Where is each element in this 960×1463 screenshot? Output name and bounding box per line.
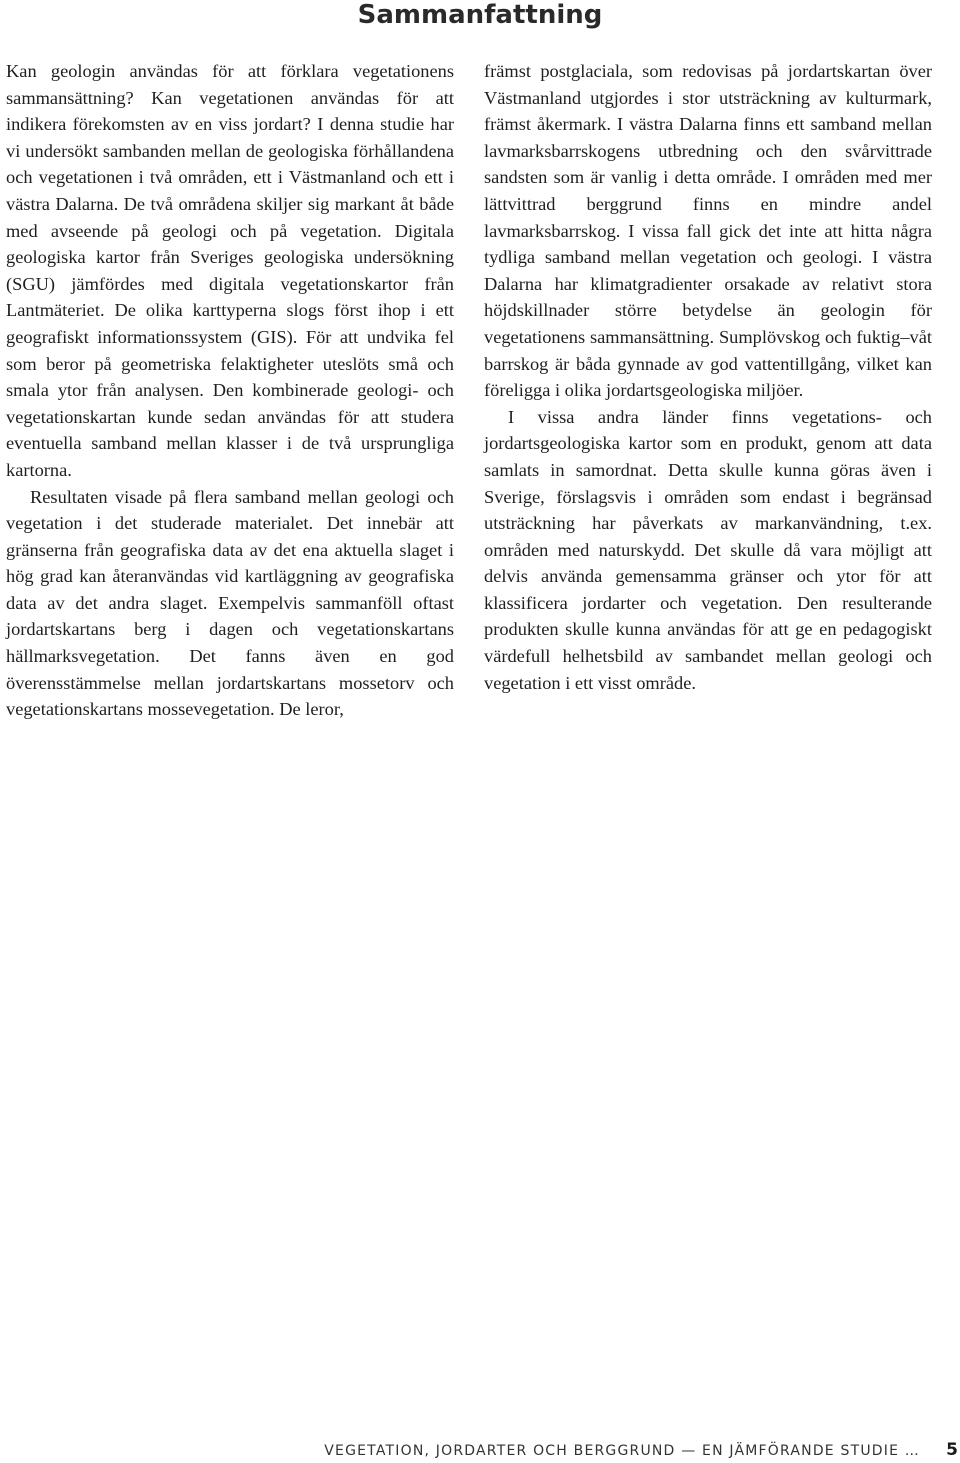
right-text-column bbox=[484, 58, 932, 696]
paragraph: Kan geologin användas för att förklara vegetationens sammansättning? Kan vegetationen användas för att indikera förekomsten av en viss jordart? I denna studie har vi undersökt sambanden mellan de geologiska förhållandena och vegetationen i två områden, ett i Västmanland och ett i västra Dalarna. De två områdena skiljer sig markant åt både med avseende på geologi och på vegetation. Digitala geologiska kartor från Sveriges geologiska undersökning (SGU) jämfördes med digitala vegetationskartor från Lantmäteriet. De olika karttyperna slogs först ihop i ett geografiskt informationssystem (GIS). För att undvika fel som beror på geometriska felaktigheter uteslöts små och smala ytor från analysen. Den kombinerade geologi- och vegetationskartan kunde sedan användas för att studera eventuella samband mellan klasser i de två ursprungliga kartorna. bbox=[6, 61, 454, 480]
page-footer bbox=[0, 1441, 960, 1463]
paragraph: främst postglaciala, som redovisas på jordartskartan över Västmanland utgjordes i stor utsträckning av kulturmark, främst åkermark. I västra Dalarna finns ett samband mellan lavmarksbarrskogens utbredning och den svårvittrade sandsten som är vanlig i detta område. I områden med mer lättvittrad berggrund finns en mindre andel lavmarksbarrskog. I vissa fall gick det inte att hitta några tydliga samband mellan vegetation och geologi. I västra Dalarna har klimatgradienter orsakade av relativt stora höjdskillnader större betydelse än geologin för vegetationens sammansättning. Sumplövskog och fuktig–våt barrskog är båda gynnade av god vattentillgång, vilket kan föreligga i olika jordartsgeologiska miljöer. bbox=[484, 61, 932, 401]
page-title: Sammanfattning bbox=[357, 0, 603, 30]
page-number: 5 bbox=[946, 1440, 958, 1460]
left-text-column bbox=[6, 58, 454, 723]
paragraph: Resultaten visade på flera samband mellan geologi och vegetation i det studerade materialet. Det innebär att gränserna från geografiska data av det ena aktuella slaget i hög grad kan återanvändas vid kartläggning av geografiska data av det andra slaget. Exempelvis sammanföll oftast jordartskartans berg i dagen och vegetationskartans hällmarksvegetation. Det fanns även en god överensstämmelse mellan jordartskartans mossetorv och vegetationskartans mossevegetation. De leror, bbox=[6, 486, 454, 720]
running-title: VEGETATION, JORDARTER OCH BERGGRUND — EN JÄMFÖRANDE STUDIE … bbox=[324, 1443, 920, 1459]
paragraph: I vissa andra länder finns vegetations- och jordartsgeologiska kartor som en produkt, genom att data samlats in samordnat. Detta skulle kunna göras även i Sverige, förslagsvis i områden som endast i begränsad utsträckning har påverkats av markanvändning, t.ex. områden med naturskydd. Det skulle då vara möjligt att delvis använda gemensamma gränser och ytor för att klassificera jordarter och vegetation. Den resulterande produkten skulle kunna användas för att ge en pedagogiskt värdefull helhetsbild av sambandet mellan geologi och vegetation i ett visst område. bbox=[484, 406, 932, 693]
